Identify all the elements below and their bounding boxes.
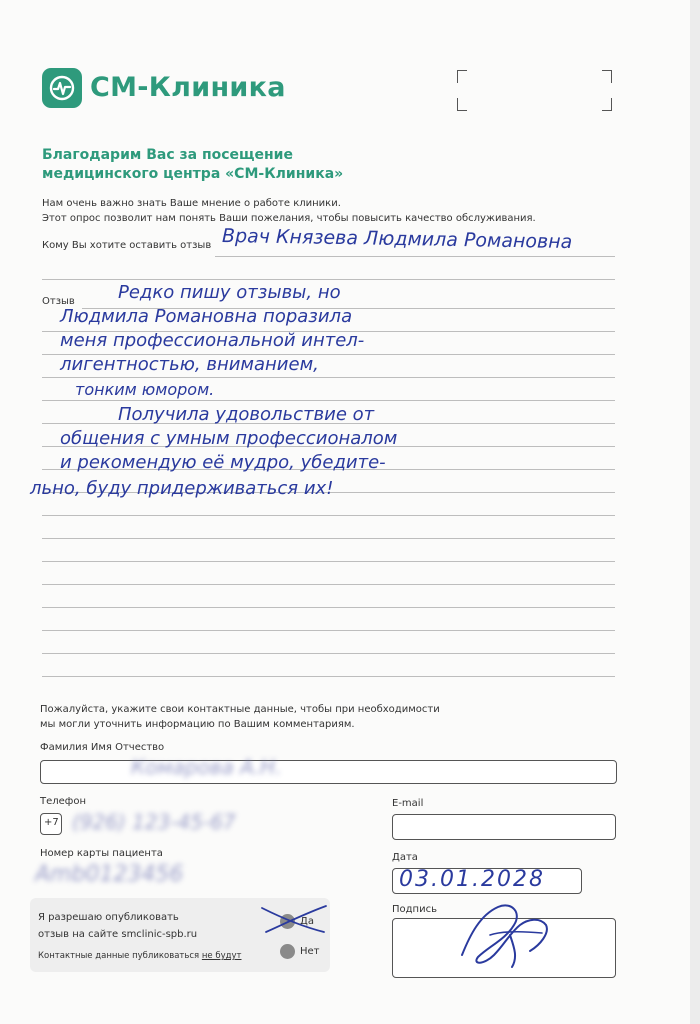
consent-line-2: отзыв на сайте smclinic-spb.ru bbox=[38, 929, 198, 940]
review-line: и рекомендую её мудро, убедите- bbox=[60, 452, 386, 473]
phone-prefix-box bbox=[40, 813, 62, 835]
review-rule bbox=[42, 630, 615, 631]
photo-corner-tr bbox=[602, 70, 612, 83]
review-line: меня профессиональной интел- bbox=[60, 330, 365, 351]
clinic-logo-icon bbox=[42, 68, 82, 108]
intro-line-2: Этот опрос позволит нам понять Ваши пожелания, чтобы повысить качество обслуживания. bbox=[42, 213, 536, 224]
email-label: E-mail bbox=[392, 798, 424, 809]
consent-note bbox=[38, 951, 242, 961]
signature-label: Подпись bbox=[392, 904, 437, 915]
recipient-line bbox=[215, 256, 615, 257]
fio-value: Комарова А.Н. bbox=[131, 755, 282, 779]
review-rule bbox=[42, 515, 615, 516]
yes-strikethrough-mark bbox=[258, 902, 330, 936]
review-line: лигентностью, вниманием, bbox=[60, 354, 319, 375]
title-line-2: медицинского центра «СМ-Клиника» bbox=[42, 166, 344, 182]
card-value[interactable]: Amb0123456 bbox=[35, 862, 184, 887]
recipient-label: Кому Вы хотите оставить отзыв bbox=[42, 240, 212, 251]
photo-corner-bl bbox=[457, 98, 467, 111]
contacts-prompt-line-1: Пожалуйста, укажите свои контактные данные, чтобы при необходимости bbox=[40, 704, 440, 715]
recipient-line-2 bbox=[42, 279, 615, 280]
phone-value[interactable]: (926) 123-45-67 bbox=[72, 810, 236, 834]
title-line-1: Благодарим Вас за посещение bbox=[42, 147, 293, 163]
review-rule bbox=[42, 538, 615, 539]
review-line: тонким юмором. bbox=[75, 380, 215, 399]
review-rule bbox=[42, 676, 615, 677]
phone-label: Телефон bbox=[40, 796, 87, 807]
signature-scribble bbox=[450, 895, 560, 975]
review-rule bbox=[42, 607, 615, 608]
photo-corner-tl bbox=[457, 70, 467, 83]
review-label: Отзыв bbox=[42, 296, 75, 307]
review-line: Людмила Романовна поразила bbox=[60, 306, 353, 327]
contacts-prompt-line-2: мы могли уточнить информацию по Вашим комментариям. bbox=[40, 719, 355, 730]
consent-line-1: Я разрешаю опубликовать bbox=[38, 912, 179, 923]
page-edge bbox=[690, 0, 700, 1024]
email-field[interactable] bbox=[392, 814, 616, 840]
date-field[interactable] bbox=[392, 868, 582, 894]
clinic-name: СМ-Клиника bbox=[90, 72, 286, 103]
review-line: льно, буду придерживаться их! bbox=[30, 478, 334, 499]
intro-text bbox=[42, 196, 536, 226]
photo-corner-br bbox=[602, 98, 612, 111]
consent-no-radio[interactable] bbox=[280, 944, 295, 959]
review-line: Получила удовольствие от bbox=[118, 404, 375, 425]
review-rule bbox=[42, 584, 615, 585]
review-line: общения с умным профессионалом bbox=[60, 428, 398, 449]
intro-line-1: Нам очень важно знать Ваше мнение о работе клиники. bbox=[42, 198, 341, 209]
fio-label: Фамилия Имя Отчество bbox=[40, 742, 165, 753]
review-rule bbox=[42, 653, 615, 654]
page-title bbox=[42, 146, 343, 184]
consent-note-prefix: Контактные данные публиковаться bbox=[38, 951, 200, 961]
review-rule bbox=[42, 561, 615, 562]
review-rule bbox=[42, 377, 615, 378]
recipient-value[interactable]: Врач Князева Людмила Романовна bbox=[221, 224, 573, 254]
review-line: Редко пишу отзывы, но bbox=[118, 282, 341, 303]
contacts-prompt bbox=[40, 702, 440, 732]
date-value: 03.01.2028 bbox=[399, 867, 545, 892]
fio-field[interactable] bbox=[40, 755, 617, 784]
review-rule bbox=[42, 400, 615, 401]
phone-prefix: +7 bbox=[44, 817, 59, 828]
consent-yes-label: Да bbox=[300, 916, 314, 927]
date-label: Дата bbox=[392, 852, 418, 863]
publish-consent bbox=[30, 898, 330, 972]
consent-no-label: Нет bbox=[300, 946, 320, 957]
consent-note-emph: не будут bbox=[201, 951, 242, 961]
card-label: Номер карты пациента bbox=[40, 848, 163, 859]
